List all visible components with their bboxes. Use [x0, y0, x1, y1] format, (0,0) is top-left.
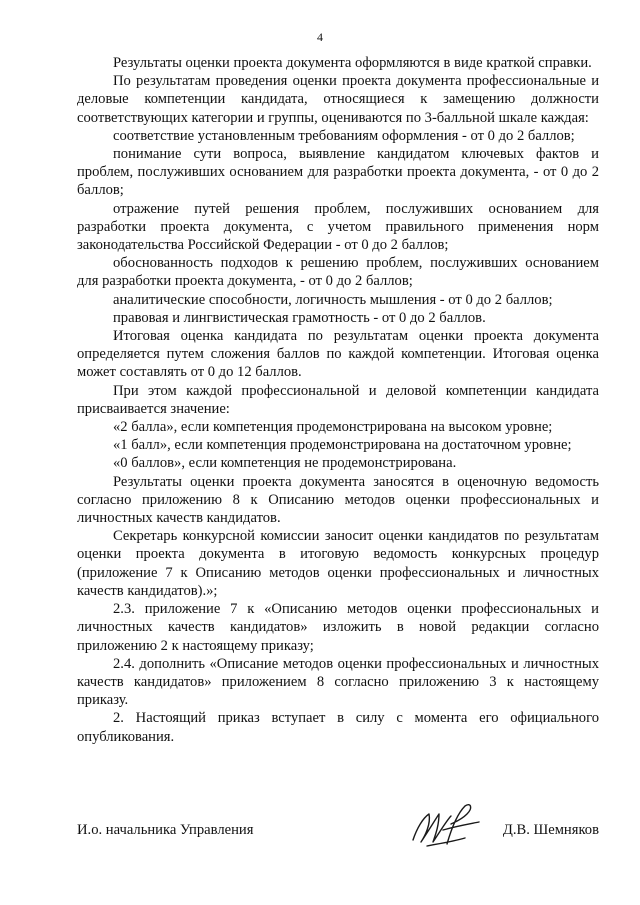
paragraph: обоснованность подходов к решению проблем, послуживших основанием для разработки проекта документа, - от 0 до 2 баллов;	[77, 255, 599, 290]
paragraph: 2. Настоящий приказ вступает в силу с момента его официального опубликования.	[77, 710, 599, 745]
document-body	[77, 54, 599, 746]
paragraph: отражение путей решения проблем, послуживших основанием для разработки проекта документа, с учетом правильного применения норм законодательства Российской Федерации - от 0 до 2 баллов;	[77, 200, 599, 254]
handwritten-signature	[407, 800, 483, 850]
paragraph: соответствие установленным требованиям оформления - от 0 до 2 баллов;	[113, 127, 575, 144]
paragraph: «2 балла», если компетенция продемонстрирована на высоком уровне;	[113, 419, 553, 436]
paragraph: аналитические способности, логичность мышления - от 0 до 2 баллов;	[113, 291, 553, 308]
paragraph: «0 баллов», если компетенция не продемонстрирована.	[113, 455, 457, 472]
signer-name: Д.В. Шемняков	[502, 822, 599, 838]
paragraph: Результаты оценки проекта документа оформляются в виде краткой справки.	[113, 55, 592, 71]
paragraph: Секретарь конкурсной комиссии заносит оценки кандидатов по результатам оценки проекта документа в итоговую ведомость конкурсных процедур (приложение 7 к Описанию методов оценки профессиональных и личностных качеств кандидатов).»;	[77, 528, 599, 599]
paragraph: При этом каждой профессиональной и деловой компетенции кандидата присваивается значение:	[77, 382, 599, 417]
signer-title: И.о. начальника Управления	[77, 822, 254, 838]
paragraph: 2.4. дополнить «Описание методов оценки профессиональных и личностных качеств кандидатов» приложением 8 согласно приложению 3 к настоящему приказу.	[77, 655, 599, 709]
paragraph: 2.3. приложение 7 к «Описанию методов оценки профессиональных и личностных качеств кандидатов» изложить в новой редакции согласно приложению 2 к настоящему приказу;	[77, 601, 599, 654]
page-number: 4	[317, 30, 323, 44]
paragraph: По результатам проведения оценки проекта документа профессиональные и деловые компетенции кандидата, относящиеся к замещению должности соответствующих категории и группы, оцениваются по 3-балльной шкале каждая:	[77, 73, 599, 126]
signature-block	[77, 822, 599, 852]
paragraph: Результаты оценки проекта документа заносятся в оценочную ведомость согласно приложению 8 к Описанию методов оценки профессиональных и личностных качеств кандидатов.	[77, 473, 599, 527]
paragraph: правовая и лингвистическая грамотность - от 0 до 2 баллов.	[113, 309, 486, 326]
paragraph: понимание сути вопроса, выявление кандидатом ключевых фактов и проблем, послуживших основанием для разработки проекта документа, - от 0 до 2 баллов;	[77, 146, 599, 199]
paragraph: Итоговая оценка кандидата по результатам оценки проекта документа определяется путем сложения баллов по каждой компетенции. Итоговая оценка может составлять от 0 до 12 баллов.	[77, 328, 599, 381]
paragraph: «1 балл», если компетенция продемонстрирована на достаточном уровне;	[113, 437, 572, 454]
